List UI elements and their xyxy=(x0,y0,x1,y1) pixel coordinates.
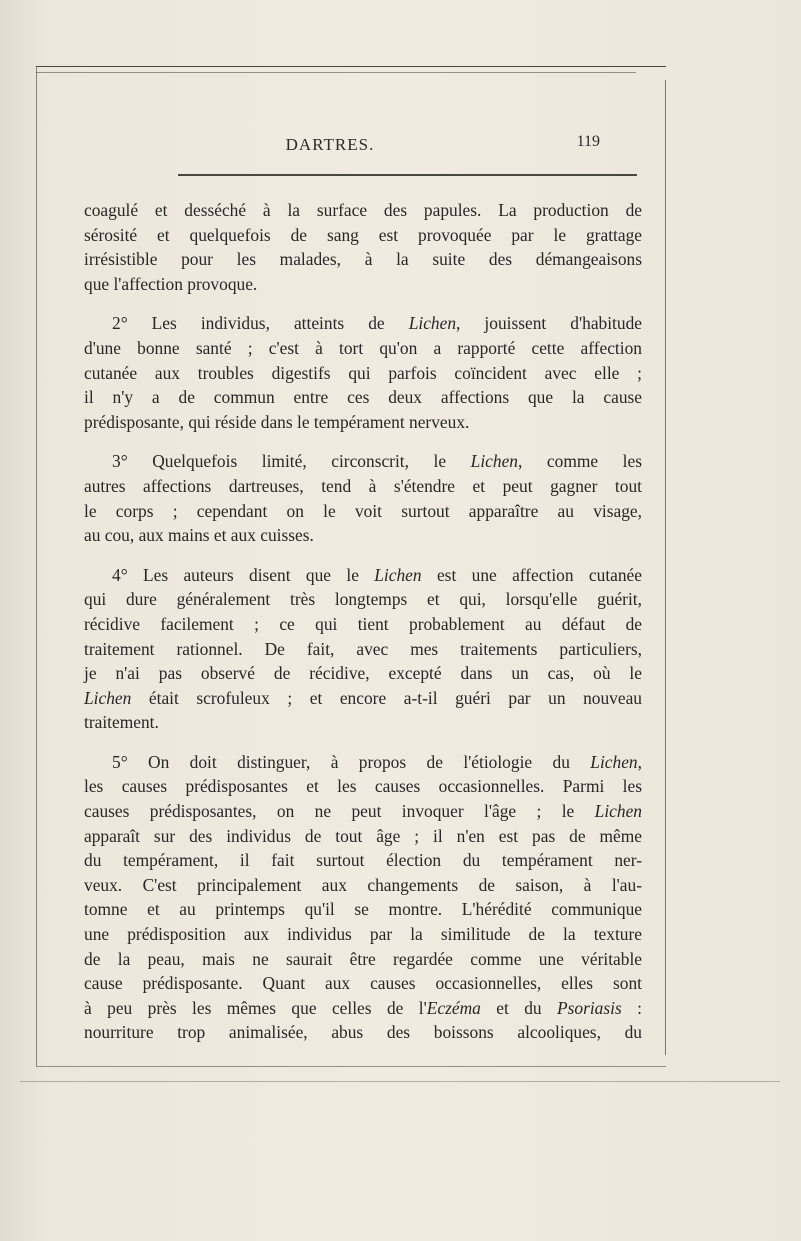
paragraph xyxy=(84,449,642,547)
text-line: Lichen était scrofuleux ; et encore a-t-il guéri par un nouveau xyxy=(84,687,642,708)
text-line: coagulé et desséché à la surface des papules. La production de xyxy=(84,200,642,220)
paragraph xyxy=(84,563,642,735)
text-line: traitement. xyxy=(84,712,159,733)
paragraph xyxy=(84,198,642,296)
text-line: du tempérament, il fait surtout élection du tempérament ner- xyxy=(84,850,642,871)
header-rule xyxy=(178,174,637,176)
text-line: apparaît sur des individus de tout âge ; il n'en est pas de même xyxy=(84,825,642,846)
frame-top-rule-inner xyxy=(36,72,636,73)
text-line: que l'affection provoque. xyxy=(84,273,258,294)
page-number: 119 xyxy=(576,133,600,150)
text-line: veux. C'est principalement aux changements de saison, à l'au- xyxy=(84,874,642,895)
text-line: il n'y a de commun entre ces deux affections que la cause xyxy=(84,387,642,408)
text-line: au cou, aux mains et aux cuisses. xyxy=(84,525,314,546)
text-line: une prédisposition aux individus par la similitude de la texture xyxy=(84,924,642,945)
text-line: 2° Les individus, atteints de Lichen, jouissent d'habitude xyxy=(112,313,642,334)
text-line: tomne et au printemps qu'il se montre. L'hérédité communique xyxy=(84,899,642,920)
text-line: qui dure généralement très longtemps et qui, lorsqu'elle guérit, xyxy=(84,589,642,610)
text-line: cutanée aux troubles digestifs qui parfois coïncident avec elle ; xyxy=(84,362,642,383)
text-line: sérosité et quelquefois de sang est provoquée par le grattage xyxy=(84,224,642,245)
frame-right-rule xyxy=(665,80,666,1055)
paragraph xyxy=(84,311,642,434)
body-text xyxy=(84,198,642,1045)
frame-top-rule xyxy=(36,66,666,67)
text-line: causes prédisposantes, on ne peut invoquer l'âge ; le Lichen xyxy=(84,801,642,822)
text-line: je n'ai pas observé de récidive, excepté dans un cas, où le xyxy=(84,663,642,684)
text-line: autres affections dartreuses, tend à s'étendre et peut gagner tout xyxy=(84,475,642,496)
text-line: à peu près les mêmes que celles de l'Eczéma et du Psoriasis : xyxy=(84,997,642,1018)
text-line: de la peau, mais ne saurait être regardée comme une véritable xyxy=(84,948,642,969)
running-header xyxy=(60,135,600,159)
running-title: DARTRES. xyxy=(285,135,375,154)
frame-bottom-rule-outer xyxy=(20,1081,780,1082)
text-line: 5° On doit distinguer, à propos de l'étiologie du Lichen, xyxy=(112,751,642,772)
text-line: irrésistible pour les malades, à la suite des démangeaisons xyxy=(84,249,642,270)
text-line: traitement rationnel. De fait, avec mes traitements particuliers, xyxy=(84,638,642,659)
text-line: nourriture trop animalisée, abus des boissons alcooliques, du xyxy=(84,1022,642,1043)
text-line: 3° Quelquefois limité, circonscrit, le Lichen, comme les xyxy=(112,451,642,472)
text-line: cause prédisposante. Quant aux causes occasionnelles, elles sont xyxy=(84,973,642,994)
text-line: 4° Les auteurs disent que le Lichen est une affection cutanée xyxy=(112,564,642,585)
text-line: le corps ; cependant on le voit surtout apparaître au visage, xyxy=(84,500,642,521)
text-line: les causes prédisposantes et les causes occasionnelles. Parmi les xyxy=(84,776,642,797)
frame-bottom-rule xyxy=(36,1066,666,1067)
text-line: récidive facilement ; ce qui tient probablement au défaut de xyxy=(84,613,642,634)
frame-left-rule xyxy=(36,66,37,1066)
text-line: d'une bonne santé ; c'est à tort qu'on a rapporté cette affection xyxy=(84,337,642,358)
text-line: prédisposante, qui réside dans le tempérament nerveux. xyxy=(84,411,470,432)
paragraph xyxy=(84,750,642,1045)
